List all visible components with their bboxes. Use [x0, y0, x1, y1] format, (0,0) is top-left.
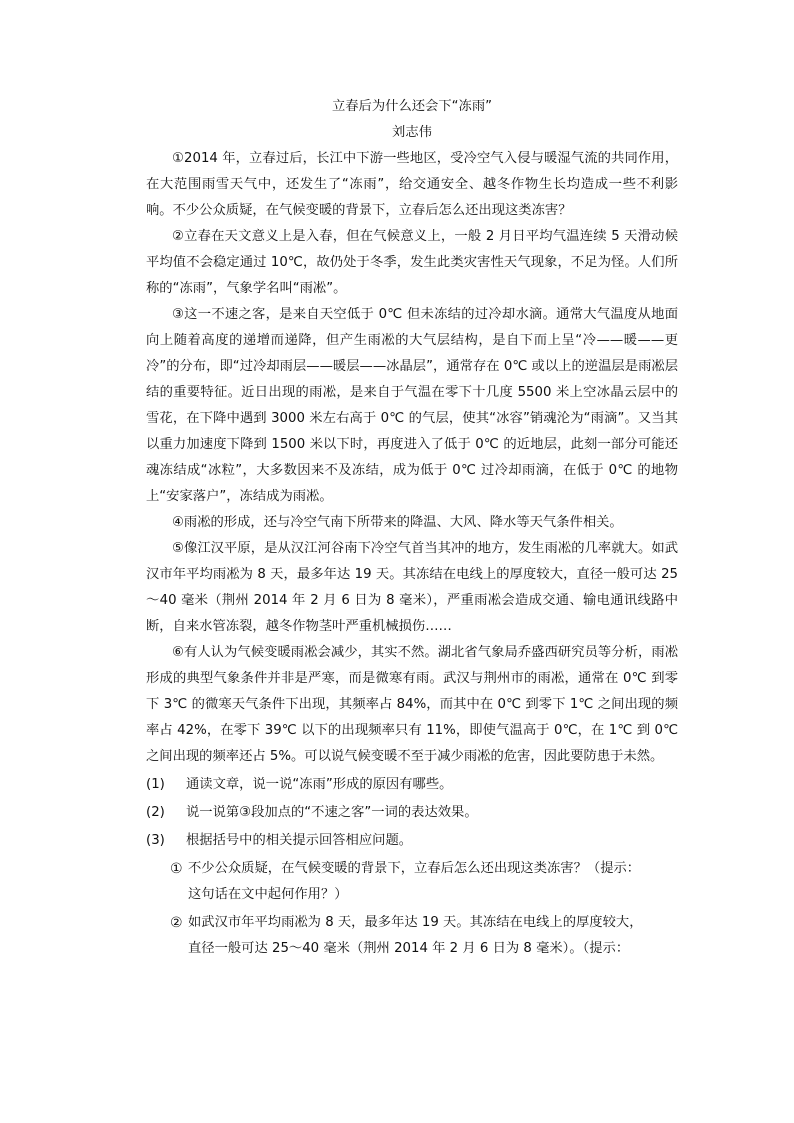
- sub-question-continuation: 直径一般可达 25～40 毫米（荆州 2014 年 2 月 6 日为 8 毫米）。（提示：: [188, 941, 630, 956]
- sub-question-2: [146, 910, 678, 962]
- document-content: [146, 94, 678, 962]
- sub-question-continuation: 这句话在文中起何作用？）: [188, 887, 348, 902]
- question-number: (3): [146, 833, 165, 848]
- question-number: (1): [146, 777, 165, 792]
- paragraph-1: ①2014 年，立春过后，长江中下游一些地区，受冷空气入侵与暖湿气流的共同作用，在大范围雨雪天气中，还发生了“冻雨”，给交通安全、越冬作物生长均造成一些不利影响。不少公众质疑，在气候变暖的背景下，立春后怎么还出现这类冻害？: [146, 151, 678, 218]
- sub-question-number: ①: [170, 861, 183, 877]
- article-author: 刘志伟: [392, 125, 432, 140]
- sub-question-line: 如武汉市年平均雨凇为 8 天，最多年达 19 天。其冻结在电线上的厚度较大，: [188, 915, 643, 930]
- question-text: 根据括号中的相关提示回答相应问题。: [186, 833, 413, 848]
- paragraph-5: ⑤像江汉平原，是从汉江河谷南下冷空气首当其冲的地方，发生雨凇的几率就大。如武汉市年平均雨凇为 8 天，最多年达 19 天。其冻结在电线上的厚度较大，直径一般可达 25～40 毫米（荆州 2014 年 2 月 6 日为 8 毫米），严重雨凇会造成交通、输电通讯线路中断，自来水管冻裂，越冬作物茎叶严重机械损伤……: [146, 541, 678, 634]
- paragraph-3: ③这一不速之客，是来自天空低于 0℃ 但未冻结的过冷却水滴。通常大气温度从地面向上随着高度的递增而递降，但产生雨凇的大气层结构，是自下而上呈“冷——暖——更冷”的分布，即“过冷却雨层——暖层——冰晶层”，通常存在 0℃ 或以上的逆温层是雨凇层结的重要特征。近日出现的雨凇，是来自于气温在零下十几度 5500 米上空冰晶云层中的雪花，在下降中遇到 3000 米左右高于 0℃ 的气层，使其“冰容”销魂沦为“雨滴”。又当其以重力加速度下降到 1500 米以下时，再度进入了低于 0℃ 的近地层，此刻一部分可能还魂冻结成“冰粒”，大多数因来不及冻结，成为低于 0℃ 过冷却雨滴，在低于 0℃ 的地物上“安家落户”，冻结成为雨凇。: [146, 307, 678, 504]
- question-text: 通读文章，说一说“冻雨”形成的原因有哪些。: [186, 777, 453, 792]
- question-1: [146, 772, 678, 798]
- question-2: [146, 800, 678, 826]
- sub-question-text: [188, 856, 678, 908]
- sub-question-1: [146, 856, 678, 908]
- question-3: [146, 828, 678, 854]
- paragraph-4: ④雨凇的形成，还与冷空气南下所带来的降温、大风、降水等天气条件相关。: [172, 515, 623, 530]
- paragraph-6: ⑥有人认为气候变暖雨凇会减少，其实不然。湖北省气象局乔盛西研究员等分析，雨凇形成的典型气象条件并非是严寒，而是微寒有雨。武汉与荆州市的雨凇，通常在 0℃ 到零下 3℃ 的微寒天气条件下出现，其频率占 84%，而其中在 0℃ 到零下 1℃ 之间出现的频率占 42%，在零下 39℃ 以下的出现频率只有 11%，即使气温高于 0℃，在 1℃ 到 0℃ 之间出现的频率还占 5%。可以说气候变暖不至于减少雨凇的危害，因此要防患于未然。: [146, 645, 678, 764]
- question-number: (2): [146, 805, 165, 820]
- sub-question-text: [188, 910, 678, 962]
- paragraph-2: ②立春在天文意义上是入春，但在气候意义上，一般 2 月日平均气温连续 5 天滑动候平均值不会稳定通过 10℃，故仍处于冬季，发生此类灾害性天气现象，不足为怪。人们所称的“冻雨”，气象学名叫“雨凇”。: [146, 229, 678, 296]
- question-text: 说一说第③段加点的“不速之客”一词的表达效果。: [186, 805, 478, 820]
- article-title: 立春后为什么还会下“冻雨”: [331, 99, 493, 114]
- sub-question-number: ②: [170, 915, 183, 931]
- sub-question-line: 不少公众质疑，在气候变暖的背景下，立春后怎么还出现这类冻害？（提示：: [188, 861, 641, 876]
